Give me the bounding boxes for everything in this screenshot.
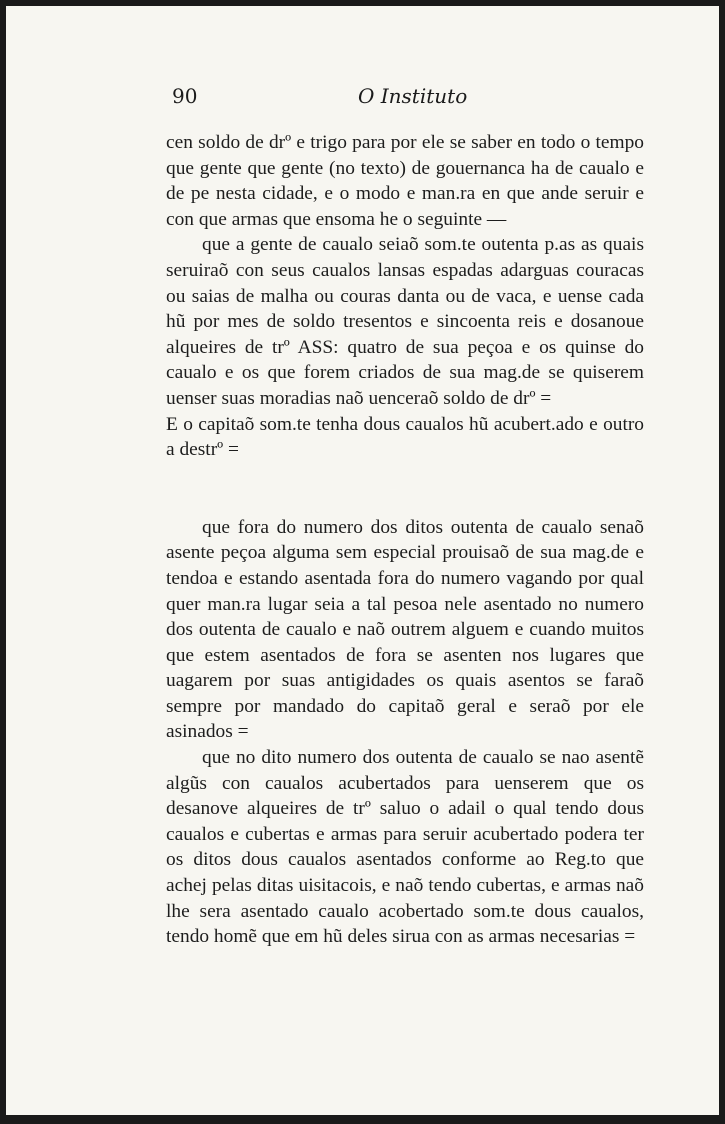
paragraph-5: que no dito numero dos outenta de caualo se nao asentẽ algũs con caualos acubertados para uenserem que os desanove alqueires de trº saluo o adail o qual tendo dous caualos e cubertas e armas para seruir acubertado podera ter os ditos dous caualos asentados conforme ao Reg.to que achej pelas ditas uisitacois, e naõ tendo cubertas, e armas naõ lhe sera asentado caualo acobertado som.te dous caualos, tendo homẽ que em hũ deles sirua con as armas necesarias = xyxy=(166,747,644,948)
body-text xyxy=(166,130,644,950)
paragraph-4: que fora do numero dos ditos outenta de caualo senaõ asente peçoa alguma sem especial prouisaõ de sua mag.de e tendoa e estando asentada fora do numero vagando por qual quer man.ra lugar seia a tal pesoa nele asentado no numero dos outenta de caualo e naõ outrem alguem e cuando muitos que estem asentados de fora se asenten nos lugares que uagarem por suas antigidades os quais asentos se faraõ sempre por mandado do capitaõ geral e seraõ por ele asinados = xyxy=(166,516,644,743)
page-number: 90 xyxy=(172,84,198,108)
paragraph-2: que a gente de caualo seiaõ som.te outenta p.as as quais seruiraõ con seus caualos lansas espadas adarguas couracas ou saias de malha ou couras danta ou de vaca, e uense cada hũ por mes de soldo tresentos e sincoenta reis e dosanoue alqueires de trº ASS: quatro de sua peçoa e os quinse do caualo e os que forem criados de sua mag.de se quiserem uenser suas moradias naõ uenceraõ soldo de drº = xyxy=(166,234,644,409)
running-title: O Instituto xyxy=(358,84,468,108)
paragraph-1: cen soldo de drº e trigo para por ele se saber en todo o tempo que gente que gente (no texto) de gouernanca ha de caualo e de pe nesta cidade, e o modo e man.ra en que ande seruir e con que armas que ensoma he o seguinte — xyxy=(166,132,644,230)
page-header xyxy=(166,84,646,114)
paragraph-gap xyxy=(166,463,644,515)
paragraph-3: E o capitaõ som.te tenha dous caualos hũ acubert.ado e outro a destrº = xyxy=(166,413,644,461)
book-page xyxy=(6,6,719,1115)
